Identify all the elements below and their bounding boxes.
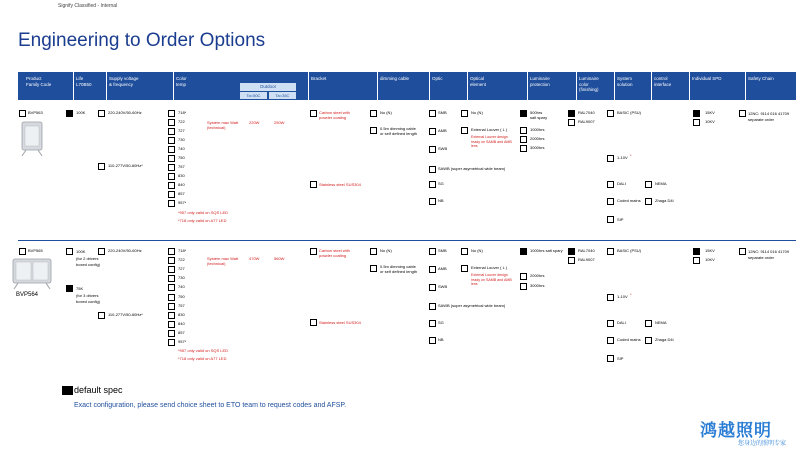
system-checkbox[interactable] <box>607 337 614 344</box>
optic-checkbox[interactable] <box>429 166 436 173</box>
system-option: 1-10V <box>617 155 628 160</box>
asterisk-mark: * <box>630 292 632 297</box>
dimming-option: No (N) <box>380 110 392 115</box>
header-system: System solution <box>617 76 633 87</box>
floodlight-bvp564-image <box>10 256 54 290</box>
protection-checkbox[interactable] <box>520 145 527 152</box>
dimming-option: 0.5m dimming cable or self defined length <box>380 126 418 136</box>
control-checkbox[interactable] <box>645 181 652 188</box>
color-checkbox[interactable] <box>168 330 175 337</box>
system-option: DALI <box>617 320 626 325</box>
header-divider <box>73 72 74 100</box>
optical-option: External Louver ( L ) <box>471 265 508 270</box>
watt-ta35: 250W <box>274 120 285 125</box>
bracket-option: Carbon steel with powder coating <box>319 110 350 120</box>
spd-checkbox[interactable] <box>693 110 700 117</box>
optic-option: AMB <box>438 128 447 133</box>
product-code: BVP563 <box>28 110 43 115</box>
header-lum-color: Luminaire color (finishing) <box>579 76 599 92</box>
color-option: 757 <box>178 164 185 169</box>
control-option: Zhaga D4i <box>655 198 674 203</box>
color-checkbox[interactable] <box>168 146 175 153</box>
optic-option: AMB <box>438 266 447 271</box>
system-option: SIP <box>617 356 624 361</box>
safety-option: 12NC: 9114 016 41709 separate order <box>748 249 790 260</box>
color-checkbox[interactable] <box>168 303 175 310</box>
color-checkbox[interactable] <box>168 312 175 319</box>
color-option: 840 <box>178 182 185 187</box>
color-option: 730 <box>178 275 185 280</box>
safety-checkbox[interactable] <box>739 248 746 255</box>
watt-ta50: 470W <box>249 256 260 261</box>
dimming-option: No (N) <box>380 248 392 253</box>
color-note: *957 only valid on SQS LED <box>178 210 229 215</box>
dimming-checkbox[interactable] <box>370 265 377 272</box>
row-divider <box>18 240 796 241</box>
optic-checkbox[interactable] <box>429 266 436 273</box>
header-spd: Individual SPD <box>692 76 722 81</box>
color-checkbox[interactable] <box>168 284 175 291</box>
lum-color-option: RAL7040 <box>578 110 595 115</box>
optical-option: No (N) <box>471 110 483 115</box>
life-checkbox[interactable] <box>66 248 73 255</box>
optic-option: SG <box>438 181 444 186</box>
header-divider <box>308 72 309 100</box>
max-watt-label: System max Watt (technical) <box>207 256 239 266</box>
lum-color-option: RAL9007 <box>578 257 595 262</box>
protection-checkbox[interactable] <box>520 248 527 255</box>
color-option: 957* <box>178 200 187 205</box>
classification-label: Signify Classified - Internal <box>58 3 118 9</box>
header-optic: Optic <box>432 76 443 81</box>
header-product: Product Family Code <box>26 76 52 87</box>
color-option: 730 <box>178 137 185 142</box>
optic-checkbox[interactable] <box>429 320 436 327</box>
system-checkbox[interactable] <box>607 198 614 205</box>
color-checkbox[interactable] <box>168 294 175 301</box>
life-checkbox[interactable] <box>66 110 73 117</box>
color-checkbox[interactable] <box>168 248 175 255</box>
color-checkbox[interactable] <box>168 128 175 135</box>
color-option: 750 <box>178 155 185 160</box>
spd-checkbox[interactable] <box>693 257 700 264</box>
optic-checkbox[interactable] <box>429 284 436 291</box>
header-divider <box>651 72 652 100</box>
color-option: 740 <box>178 146 185 151</box>
system-option: 1-10V <box>617 294 628 299</box>
color-checkbox[interactable] <box>168 137 175 144</box>
optical-checkbox[interactable] <box>461 110 468 117</box>
lum-color-checkbox[interactable] <box>568 257 575 264</box>
color-note: *718 only valid on A77 LED <box>178 218 227 223</box>
system-checkbox[interactable] <box>607 355 614 362</box>
spd-checkbox[interactable] <box>693 119 700 126</box>
safety-option: 12NC: 9114 016 41709 separate order <box>748 111 790 122</box>
header-ta35: Ta=35C <box>269 92 296 99</box>
spd-option: 10KV <box>705 119 715 124</box>
color-option: 727 <box>178 266 185 271</box>
brand-tagline: 您身边的照明专家 <box>738 440 787 447</box>
color-option: 857 <box>178 330 185 335</box>
supply-checkbox[interactable] <box>98 110 105 117</box>
color-option: 857 <box>178 191 185 196</box>
optical-option: External Louver ( L ) <box>471 127 508 132</box>
dimming-checkbox[interactable] <box>370 110 377 117</box>
optical-note: External Louver design ready on SAMB and AMB lens <box>471 135 512 149</box>
control-checkbox[interactable] <box>645 337 652 344</box>
color-option: 830 <box>178 312 185 317</box>
lum-color-checkbox[interactable] <box>568 119 575 126</box>
color-checkbox[interactable] <box>168 182 175 189</box>
color-option: 750 <box>178 294 185 299</box>
default-spec-legend: default spec <box>74 385 123 395</box>
header-ta50: Ta=50C <box>240 92 267 99</box>
header-color-temp: Color temp <box>176 76 187 87</box>
optic-checkbox[interactable] <box>429 248 436 255</box>
header-control: control interface <box>654 76 672 87</box>
supply-checkbox[interactable] <box>98 312 105 319</box>
dimming-checkbox[interactable] <box>370 127 377 134</box>
floodlight-bvp563-image <box>18 118 46 158</box>
spd-checkbox[interactable] <box>693 248 700 255</box>
color-checkbox[interactable] <box>168 257 175 264</box>
header-life: Life L70B50 <box>76 76 92 87</box>
product-label-bvp564: BVP564 <box>16 292 39 298</box>
spd-option: 10KV <box>705 257 715 262</box>
protection-option: 500hrs salt spary <box>530 110 548 120</box>
color-checkbox[interactable] <box>168 173 175 180</box>
header-outdoor: Outdoor <box>240 83 296 91</box>
system-checkbox[interactable] <box>607 216 614 223</box>
header-safety: Safety Chain <box>748 76 774 81</box>
product-code: BVP565 <box>28 248 43 253</box>
protection-checkbox[interactable] <box>520 127 527 134</box>
header-divider <box>467 72 468 100</box>
control-option: NEMA <box>655 181 667 186</box>
max-watt-label: System max Watt (technical) <box>207 120 239 130</box>
header-divider <box>106 72 107 100</box>
brand-logo: 鸿越照明 <box>700 421 772 441</box>
default-spec-swatch <box>62 386 73 395</box>
header-divider <box>377 72 378 100</box>
safety-checkbox[interactable] <box>739 110 746 117</box>
product-checkbox[interactable] <box>19 248 26 255</box>
bracket-checkbox[interactable] <box>310 248 317 255</box>
header-supply: Supply voltage & frequency <box>109 76 139 87</box>
optic-checkbox[interactable] <box>429 181 436 188</box>
optic-option: SAWB (super asymetrical wide beam) <box>438 166 506 171</box>
system-option: Coded mains <box>617 337 641 342</box>
protection-checkbox[interactable] <box>520 283 527 290</box>
lum-color-option: RAL9007 <box>578 119 595 124</box>
life-value: 100K (for 2 drivers boxed config) <box>76 249 101 267</box>
system-checkbox[interactable] <box>607 248 614 255</box>
protection-option: 2000hrs <box>530 136 545 141</box>
optic-option: NB <box>438 198 444 203</box>
header-divider <box>429 72 430 100</box>
bracket-checkbox[interactable] <box>310 110 317 117</box>
optic-checkbox[interactable] <box>429 303 436 310</box>
system-option: DALI <box>617 181 626 186</box>
color-option: 757 <box>178 303 185 308</box>
supply-option: 220-240V/50-60Hz <box>108 248 142 253</box>
system-checkbox[interactable] <box>607 294 614 301</box>
header-optical: Optical element <box>470 76 487 87</box>
color-checkbox[interactable] <box>168 155 175 162</box>
bracket-checkbox[interactable] <box>310 319 317 326</box>
lum-color-checkbox[interactable] <box>568 248 575 255</box>
optic-option: SAWB (super asymetrical wide beam) <box>438 303 506 308</box>
optic-checkbox[interactable] <box>429 128 436 135</box>
color-option: 718* <box>178 248 187 253</box>
bracket-option: Carbon steel with powder coating <box>319 248 350 258</box>
system-checkbox[interactable] <box>607 155 614 162</box>
color-option: 727 <box>178 128 185 133</box>
color-option: 722 <box>178 119 185 124</box>
supply-option: 110-277V/50-60Hz* <box>108 312 143 317</box>
product-checkbox[interactable] <box>19 110 26 117</box>
color-checkbox[interactable] <box>168 200 175 207</box>
dimming-checkbox[interactable] <box>370 248 377 255</box>
optic-option: NB <box>438 337 444 342</box>
supply-checkbox[interactable] <box>98 163 105 170</box>
color-checkbox[interactable] <box>168 119 175 126</box>
optical-checkbox[interactable] <box>461 265 468 272</box>
optical-note: External Louver design ready on SAMB and AMB lens <box>471 273 512 287</box>
control-option: NEMA <box>655 320 667 325</box>
watt-ta50: 220W <box>249 120 260 125</box>
optic-option: SWB <box>438 284 448 289</box>
bracket-option: Stainless steel SUS304 <box>319 182 361 187</box>
protection-checkbox[interactable] <box>520 136 527 143</box>
system-option: Coded mains <box>617 198 641 203</box>
optic-option: SMB <box>438 248 447 253</box>
optic-option: SMB <box>438 110 447 115</box>
instruction-text: Exact configuration, please send choice sheet to ETO team to request codes and AFSP. <box>74 402 347 409</box>
color-checkbox[interactable] <box>168 339 175 346</box>
optic-checkbox[interactable] <box>429 198 436 205</box>
optic-option: SWB <box>438 146 448 151</box>
optic-checkbox[interactable] <box>429 337 436 344</box>
supply-option: 110-277V/50-60Hz* <box>108 163 143 168</box>
control-option: Zhaga D4i <box>655 337 674 342</box>
spd-option: 15KV <box>705 110 715 115</box>
color-option: 718* <box>178 110 187 115</box>
protection-option: 1000hrs salt spary <box>530 248 563 253</box>
supply-checkbox[interactable] <box>98 248 105 255</box>
system-checkbox[interactable] <box>607 110 614 117</box>
header-divider <box>527 72 528 100</box>
header-divider <box>614 72 615 100</box>
color-checkbox[interactable] <box>168 164 175 171</box>
supply-option: 220-240V/50-60Hz <box>108 110 142 115</box>
optical-option: No (N) <box>471 248 483 253</box>
lum-color-option: RAL7040 <box>578 248 595 253</box>
watt-ta35: 560W <box>274 256 285 261</box>
system-option: SIP <box>617 217 624 222</box>
system-option: BASIC (PSU) <box>617 110 642 115</box>
color-note: *957 only valid on SQS LED <box>178 348 229 353</box>
color-checkbox[interactable] <box>168 266 175 273</box>
header-divider <box>173 72 174 100</box>
spd-option: 15KV <box>705 248 715 253</box>
control-checkbox[interactable] <box>645 198 652 205</box>
color-option: 840 <box>178 321 185 326</box>
bracket-option: Stainless steel SUS304 <box>319 320 361 325</box>
optic-checkbox[interactable] <box>429 146 436 153</box>
header-bracket: Bracket <box>311 76 327 81</box>
color-option: 830 <box>178 173 185 178</box>
header-lum-protection: Luminaire protection <box>530 76 550 87</box>
header-divider <box>576 72 577 100</box>
asterisk-mark: * <box>630 153 632 158</box>
protection-checkbox[interactable] <box>520 110 527 117</box>
system-checkbox[interactable] <box>607 181 614 188</box>
color-checkbox[interactable] <box>168 110 175 117</box>
system-option: BASIC (PSU) <box>617 248 642 253</box>
page-title: Engineering to Order Options <box>18 30 266 51</box>
protection-option: 3000hrs <box>530 145 545 150</box>
bracket-checkbox[interactable] <box>310 181 317 188</box>
header-divider <box>689 72 690 100</box>
protection-option: 3000hrs <box>530 283 545 288</box>
life-value: 75K (for 3 drivers boxed config) <box>76 286 101 304</box>
color-option: 957* <box>178 339 187 344</box>
control-checkbox[interactable] <box>645 320 652 327</box>
optic-option: SG <box>438 320 444 325</box>
color-checkbox[interactable] <box>168 321 175 328</box>
color-checkbox[interactable] <box>168 275 175 282</box>
protection-option: 1000hrs <box>530 127 545 132</box>
color-option: 722 <box>178 257 185 262</box>
life-value: 100K <box>76 110 86 115</box>
lum-color-checkbox[interactable] <box>568 110 575 117</box>
life-checkbox[interactable] <box>66 285 73 292</box>
dimming-option: 0.5m dimming cable or self defined length <box>380 264 418 274</box>
color-note: *718 only valid on A77 LED <box>178 356 227 361</box>
header-divider <box>745 72 746 100</box>
system-checkbox[interactable] <box>607 320 614 327</box>
protection-checkbox[interactable] <box>520 273 527 280</box>
color-checkbox[interactable] <box>168 191 175 198</box>
color-option: 740 <box>178 284 185 289</box>
optical-checkbox[interactable] <box>461 248 468 255</box>
optical-checkbox[interactable] <box>461 127 468 134</box>
header-dimming: dimming cable <box>380 76 410 81</box>
optic-checkbox[interactable] <box>429 110 436 117</box>
protection-option: 2000hrs <box>530 273 545 278</box>
